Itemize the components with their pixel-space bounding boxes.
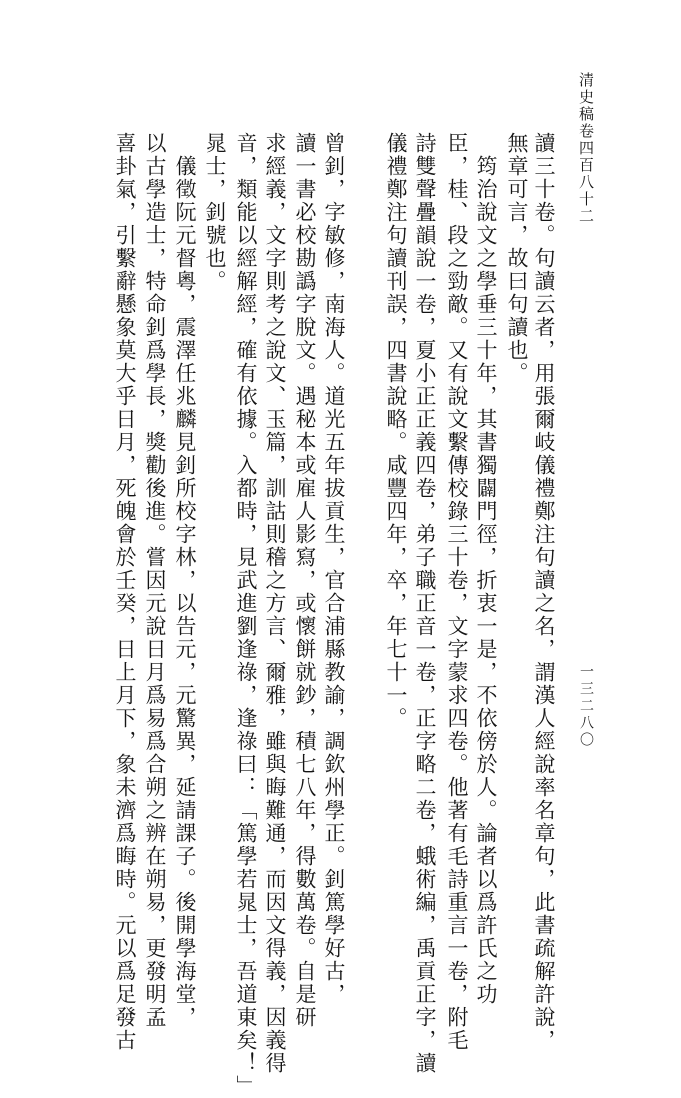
text-column: 臣，桂、段之勁敵。又有說文繫傳校錄三十卷，文字蒙求四卷。他著有毛詩重言一卷，附毛 — [445, 132, 469, 1052]
text-column: 求經義，文字則考之說文、玉篇，訓詁則稽之方言、爾雅，雖與晦難通，而因文得義，因義得 — [263, 132, 287, 1075]
text-column: 讀一書必校勘譌字脫文。遇秘本或雇人影寫，或懷餅就鈔，積七八年，得數萬卷。自是研 — [293, 132, 317, 1029]
running-head: 清史稿卷四百八十二 — [577, 72, 595, 225]
text-column: 曾釗，字敏修，南海人。道光五年拔貢生，官合浦縣教諭，調欽州學正。釗篤學好古， — [322, 132, 346, 1006]
text-column: 儀禮鄭注句讀刊誤，四書說略。咸豐四年，卒，年七十一。 — [384, 132, 408, 730]
text-column: 音，類能以經解經，確有依據。入都時，見武進劉逢祿，逢祿曰：「篤學若晁士，吾道東矣！」 — [234, 132, 258, 1098]
page-number: 一三二八〇 — [578, 664, 594, 749]
text-column: 以古學造士，特命釗爲學長，獎勸後進。嘗因元說日月爲易爲合朔之辨在朔易，更發明孟 — [143, 132, 167, 1029]
text-column: 晁士，釗號也。 — [203, 132, 227, 293]
text-column: 儀徵阮元督粵，震澤任兆麟見釗所校字林，以告元，元驚異，延請課子。後開學海堂， — [173, 132, 197, 1029]
text-column: 詩雙聲疊韻說一卷，夏小正正義四卷，弟子職正音一卷，正字略二卷，蛾術編，禹貢正字，讀 — [413, 132, 437, 1075]
text-column: 喜卦氣，引繫辭懸象莫大乎日月，死魄會於壬癸，日上月下，象未濟爲晦時。元以爲足發古 — [113, 132, 137, 1052]
text-column: 讀三十卷。句讀云者，用張爾岐儀禮鄭注句讀之名，謂漢人經說率名章句，此書疏解許說， — [532, 132, 556, 1052]
text-column: 筠治說文之學垂三十年，其書獨闢門徑，折衷一是，不依傍於人。論者以爲許氏之功 — [474, 132, 498, 1006]
text-column: 無章可言，故曰句讀也。 — [505, 132, 529, 385]
